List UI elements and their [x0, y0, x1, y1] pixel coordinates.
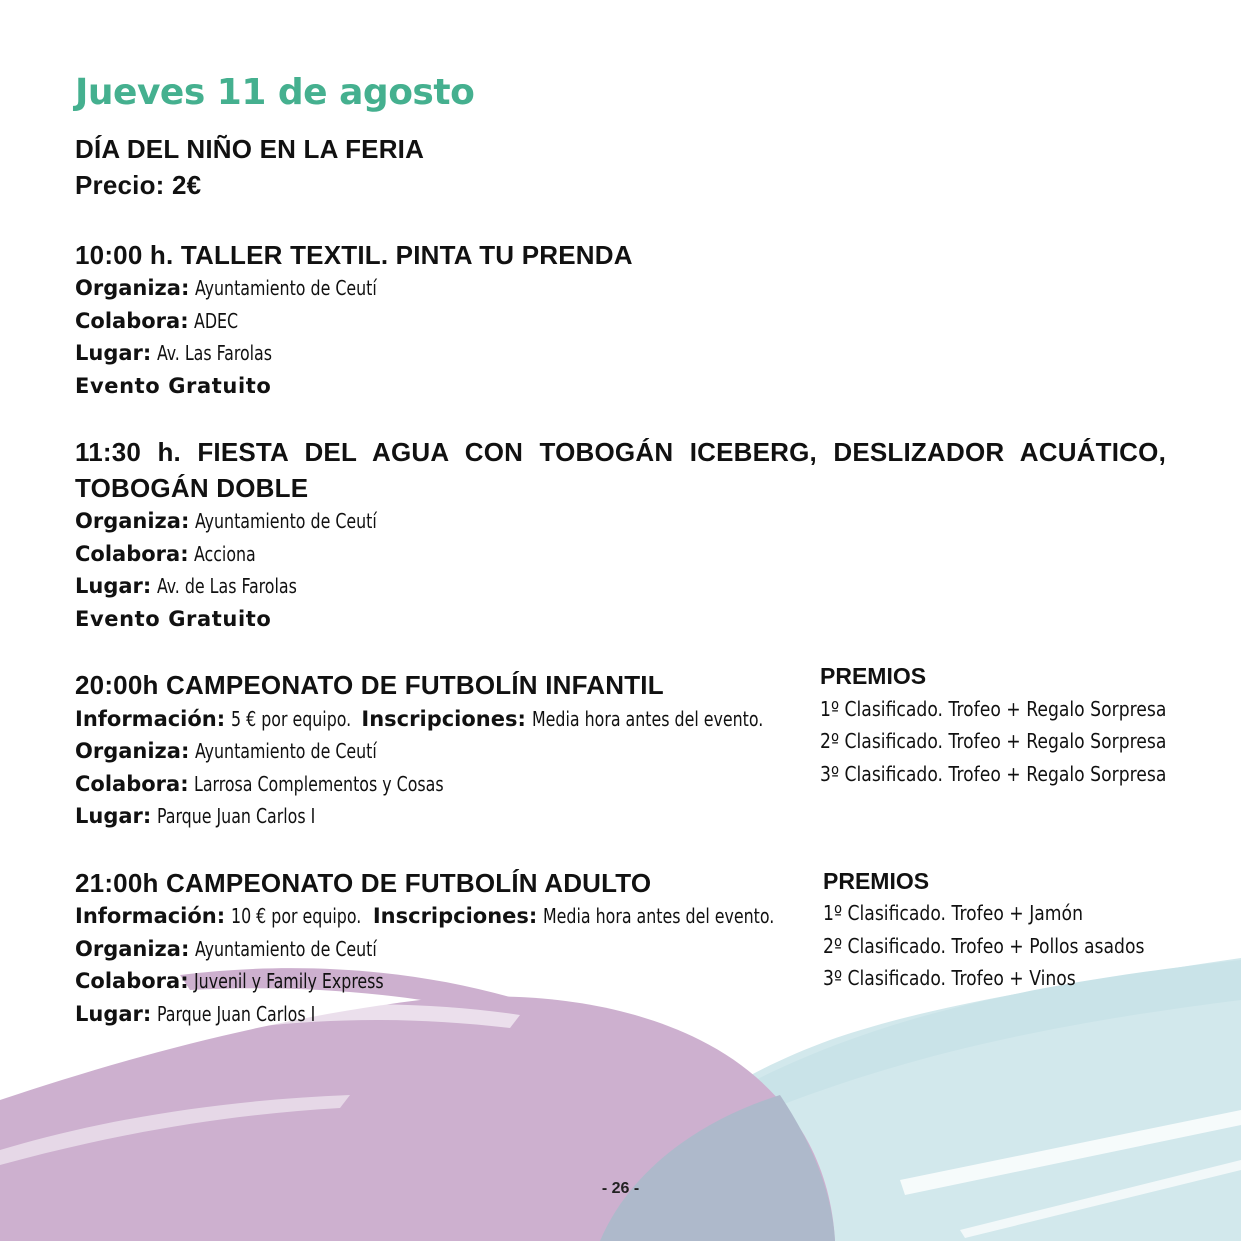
informacion-value: 5 € por equipo. [231, 707, 352, 731]
prizes-heading: PREMIOS [820, 663, 927, 689]
intro-title: DÍA DEL NIÑO EN LA FERIA [75, 134, 425, 164]
lugar-label: Lugar: [75, 804, 152, 828]
informacion-label: Información: [75, 904, 226, 928]
organiza-label: Organiza: [75, 937, 190, 961]
page-number: - 26 - [601, 1180, 640, 1197]
free-event-label: Evento Gratuito [75, 607, 272, 631]
colabora-label: Colabora: [75, 969, 189, 993]
event-title: 20:00h CAMPEONATO DE FUTBOLÍN INFANTIL [75, 670, 664, 700]
lugar-row [75, 341, 288, 366]
organiza-label: Organiza: [75, 276, 190, 300]
lugar-label: Lugar: [75, 1002, 152, 1026]
prize-item: 1º Clasificado. Trofeo + Regalo Sorpresa [820, 697, 1167, 721]
organiza-row [75, 739, 402, 764]
prize-item: 2º Clasificado. Trofeo + Regalo Sorpresa [820, 729, 1167, 753]
inscripciones-value: Media hora antes del evento. [531, 707, 763, 731]
lugar-row [75, 1002, 337, 1027]
inscripciones-value: Media hora antes del evento. [543, 904, 775, 928]
colabora-row [75, 309, 245, 334]
informacion-value: 10 € por equipo. [231, 904, 362, 928]
organiza-value: Ayuntamiento de Ceutí [195, 937, 377, 961]
event-title-line1: 11:30 h. FIESTA DEL AGUA CON TOBOGÁN ICEBERG, DESLIZADOR ACUÁTICO, [75, 437, 1166, 467]
colabora-row [75, 542, 265, 567]
lugar-label: Lugar: [75, 574, 152, 598]
colabora-value: ADEC [194, 309, 239, 333]
informacion-row [75, 707, 795, 732]
organiza-value: Ayuntamiento de Ceutí [195, 739, 377, 763]
prizes-heading: PREMIOS [823, 868, 930, 894]
colabora-row [75, 969, 410, 994]
informacion-label: Información: [75, 707, 226, 731]
colabora-label: Colabora: [75, 542, 189, 566]
colabora-label: Colabora: [75, 772, 189, 796]
lugar-label: Lugar: [75, 341, 152, 365]
inscripciones-label: Inscripciones: [361, 707, 526, 731]
informacion-row [75, 904, 806, 929]
prize-item: 2º Clasificado. Trofeo + Pollos asados [823, 934, 1145, 958]
colabora-value: Juvenil y Family Express [194, 969, 385, 993]
organiza-row [75, 276, 402, 301]
lugar-value: Av. de Las Farolas [157, 574, 297, 598]
lugar-value: Av. Las Farolas [157, 341, 273, 365]
prize-item: 1º Clasificado. Trofeo + Jamón [823, 901, 1083, 925]
day-heading: Jueves 11 de agosto [75, 72, 475, 113]
prize-item: 3º Clasificado. Trofeo + Vinos [823, 966, 1076, 990]
event-title-line2: TOBOGÁN DOBLE [75, 473, 309, 503]
prize-item: 3º Clasificado. Trofeo + Regalo Sorpresa [820, 762, 1167, 786]
colabora-label: Colabora: [75, 309, 189, 333]
event-title: 21:00h CAMPEONATO DE FUTBOLÍN ADULTO [75, 868, 652, 898]
colabora-value: Acciona [194, 542, 257, 566]
intro-price: Precio: 2€ [75, 170, 202, 200]
colabora-value: Larrosa Complementos y Cosas [194, 772, 445, 796]
event-title: 10:00 h. TALLER TEXTIL. PINTA TU PRENDA [75, 240, 633, 270]
free-event-label: Evento Gratuito [75, 374, 272, 398]
organiza-label: Organiza: [75, 739, 190, 763]
organiza-value: Ayuntamiento de Ceutí [195, 509, 377, 533]
organiza-row [75, 509, 402, 534]
lugar-row [75, 574, 316, 599]
lugar-value: Parque Juan Carlos I [157, 804, 316, 828]
lugar-value: Parque Juan Carlos I [157, 1002, 316, 1026]
organiza-row [75, 937, 402, 962]
organiza-value: Ayuntamiento de Ceutí [195, 276, 377, 300]
organiza-label: Organiza: [75, 509, 190, 533]
inscripciones-label: Inscripciones: [372, 904, 538, 928]
lugar-row [75, 804, 337, 829]
colabora-row [75, 772, 478, 797]
